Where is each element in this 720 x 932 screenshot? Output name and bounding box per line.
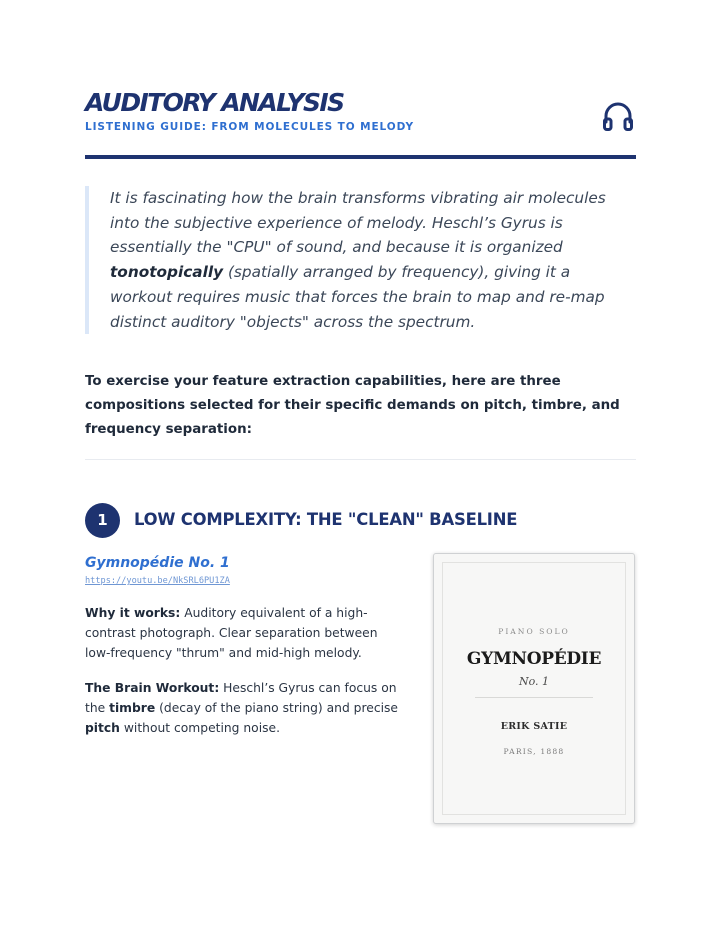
cover-rule [475,697,593,698]
cover-title: GYMNOPÉDIE [466,649,602,669]
workout-body-3: without competing noise. [119,721,280,735]
section-divider [85,459,636,460]
quote-part-1: It is fascinating how the brain transforms vibrating air molecules into the subjective experience of melody. Heschl’s Gyrus is essentially the "CPU" of sound, and because it is organized [110,189,606,257]
page-title: AUDITORY ANALYSIS [85,88,344,117]
sheet-music-cover [433,553,635,824]
workout-label: The Brain Workout: [85,681,220,695]
cover-frame [442,562,626,815]
why-label: Why it works: [85,606,181,620]
workout-body-2: (decay of the piano string) and precise [155,701,398,715]
why-body: Auditory equivalent of a high-contrast photograph. Clear separation between low-frequency "thrum" and mid-high melody. [85,606,378,660]
section-title: LOW COMPLEXITY: THE "CLEAN" BASELINE [134,510,518,529]
quote-emphasis: tonotopically [110,263,224,282]
section-header [85,503,636,539]
brain-workout-text [85,678,405,738]
page-subtitle: LISTENING GUIDE: FROM MOLECULES TO MELODY [85,121,414,133]
quote-part-2: (spatially arranged by frequency), giving it a workout requires music that forces the brain to map and re-map distinct auditory "objects" across the spectrum. [110,263,605,331]
cover-number: No. 1 [518,675,550,688]
cover-place: PARIS, 1888 [503,747,565,756]
piece-link[interactable]: https://youtu.be/NkSRL6PU1ZA [85,576,230,586]
intro-text: To exercise your feature extraction capabilities, here are three compositions selected for their specific demands on pitch, timbre, and frequency separation: [85,374,620,437]
workout-bold-pitch: pitch [85,721,120,735]
quote-text [110,186,636,334]
piece-title: Gymnopédie No. 1 [85,555,230,571]
cover-label: PIANO SOLO [498,627,570,636]
cover-composer: ERIK SATIE [500,721,568,732]
headphones-icon [602,100,634,132]
workout-body-1: Heschl’s Gyrus can focus on the [85,681,397,715]
workout-bold-timbre: timbre [109,701,156,715]
section-number-badge: 1 [85,503,120,538]
why-it-works-text [85,603,405,663]
header [85,84,636,158]
intro-quote [85,186,636,334]
header-rule [85,155,636,159]
